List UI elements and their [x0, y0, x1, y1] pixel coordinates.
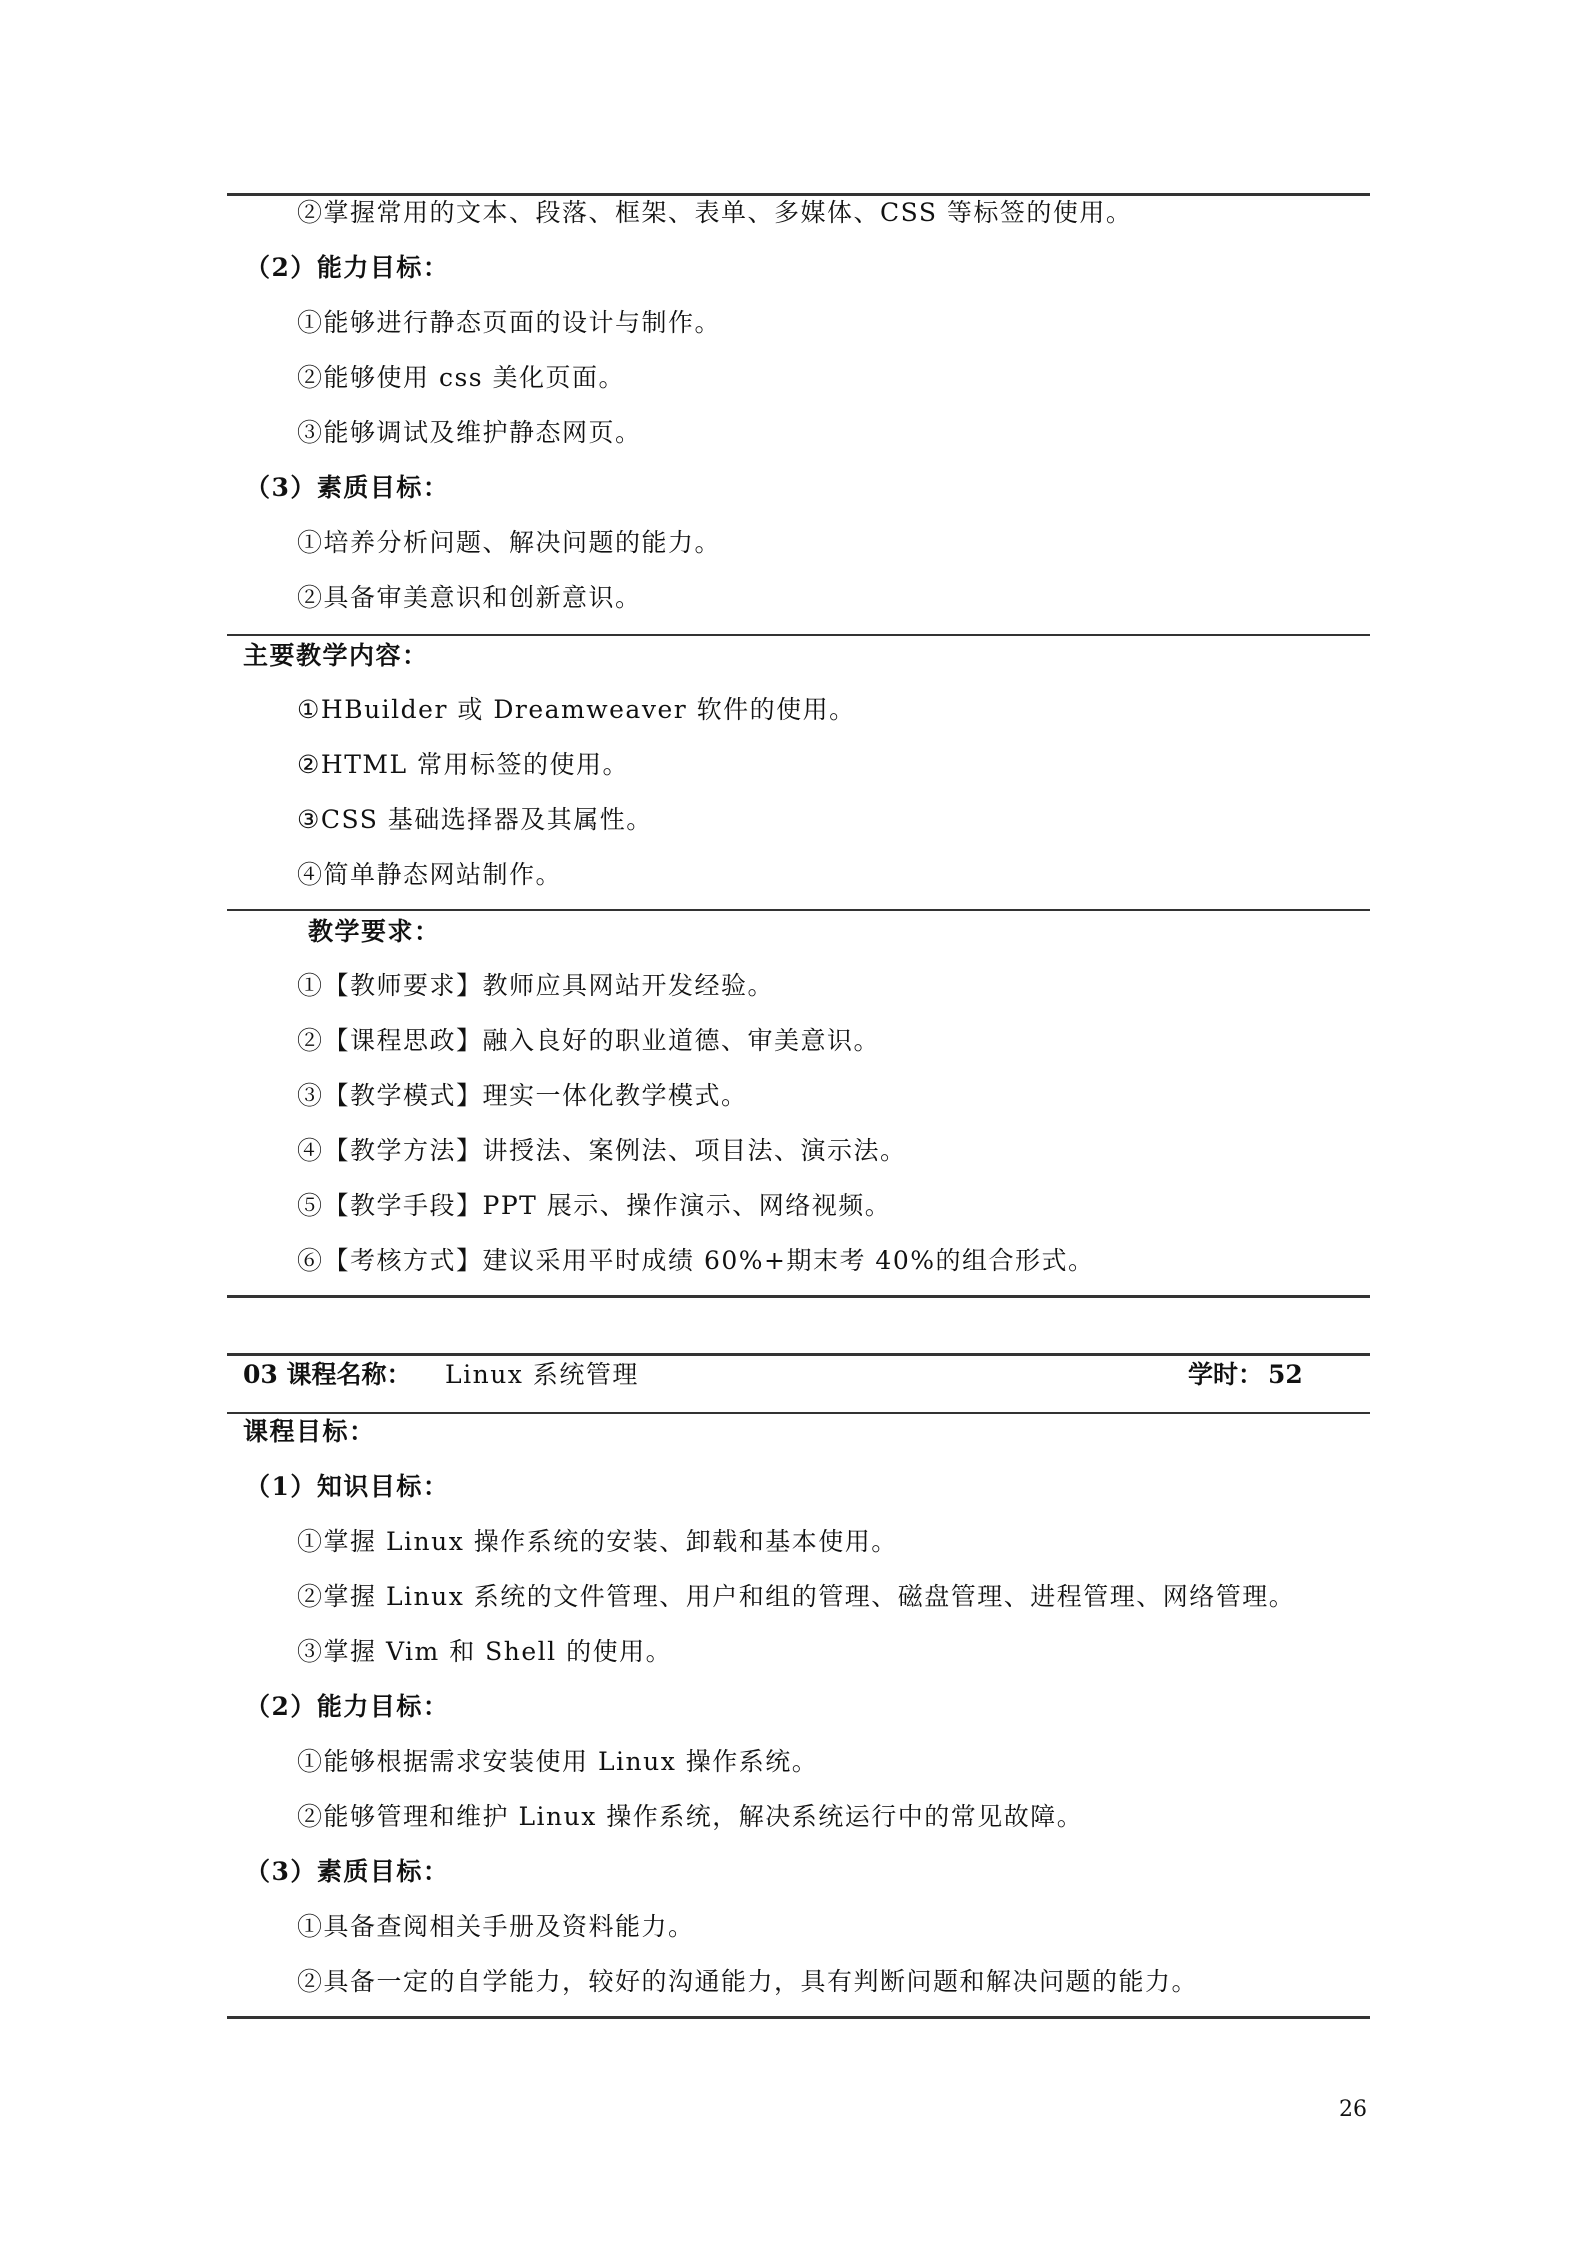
ability-item-2: ②能够使用 css 美化页面。	[297, 363, 626, 392]
teaching-content-heading: 主要教学内容：	[243, 641, 429, 670]
knowledge-item-2: ②掌握 Linux 系统的文件管理、用户和组的管理、磁盘管理、进程管理、网络管理。	[297, 1582, 1296, 1611]
requirement-item-4: ④【教学方法】讲授法、案例法、项目法、演示法。	[297, 1136, 907, 1165]
ability-item-3: ③能够调试及维护静态网页。	[297, 418, 642, 447]
ability-item-1: ①能够进行静态页面的设计与制作。	[297, 308, 722, 337]
requirement-item-2: ②【课程思政】融入良好的职业道德、审美意识。	[297, 1026, 881, 1055]
ability-item-2: ②能够管理和维护 Linux 操作系统，解决系统运行中的常见故障。	[297, 1802, 1084, 1831]
course-hours-value: 52	[1268, 1360, 1303, 1389]
knowledge-item-2: ②掌握常用的文本、段落、框架、表单、多媒体、CSS 等标签的使用。	[297, 198, 1133, 227]
knowledge-goals-heading: （1）知识目标：	[245, 1472, 450, 1501]
quality-item-1: ①具备查阅相关手册及资料能力。	[297, 1912, 695, 1941]
ability-goals-heading: （2）能力目标：	[245, 1692, 450, 1721]
teaching-requirements-heading: 教学要求：	[308, 917, 441, 946]
table-rule	[227, 909, 1370, 911]
quality-item-2: ②具备一定的自学能力，较好的沟通能力，具有判断问题和解决问题的能力。	[297, 1967, 1199, 1996]
ability-goals-heading: （2）能力目标：	[245, 253, 450, 282]
page-number: 26	[1339, 2097, 1367, 2122]
course-hours-label: 学时：	[1188, 1360, 1264, 1389]
requirement-item-1: ①【教师要求】教师应具网站开发经验。	[297, 971, 775, 1000]
requirement-item-5: ⑤【教学手段】PPT 展示、操作演示、网络视频。	[297, 1191, 892, 1220]
course-goals-heading: 课程目标：	[243, 1417, 376, 1446]
quality-item-2: ②具备审美意识和创新意识。	[297, 583, 642, 612]
content-item-1: ①HBuilder 或 Dreamweaver 软件的使用。	[297, 695, 856, 724]
table-rule	[227, 1412, 1370, 1414]
content-item-2: ②HTML 常用标签的使用。	[297, 750, 630, 779]
requirement-item-6: ⑥【考核方式】建议采用平时成绩 60%+期末考 40%的组合形式。	[297, 1246, 1095, 1275]
quality-item-1: ①培养分析问题、解决问题的能力。	[297, 528, 722, 557]
content-item-4: ④简单静态网站制作。	[297, 860, 563, 889]
content-item-3: ③CSS 基础选择器及其属性。	[297, 805, 653, 834]
course-name-label: 03 课程名称：	[243, 1360, 412, 1389]
table-rule-bottom	[227, 2016, 1370, 2019]
ability-item-1: ①能够根据需求安装使用 Linux 操作系统。	[297, 1747, 819, 1776]
quality-goals-heading: （3）素质目标：	[245, 473, 450, 502]
knowledge-item-3: ③掌握 Vim 和 Shell 的使用。	[297, 1637, 673, 1666]
requirement-item-3: ③【教学模式】理实一体化教学模式。	[297, 1081, 748, 1110]
course-name-value: Linux 系统管理	[445, 1360, 639, 1389]
table-rule-bottom	[227, 1295, 1370, 1298]
knowledge-item-1: ①掌握 Linux 操作系统的安装、卸载和基本使用。	[297, 1527, 898, 1556]
quality-goals-heading: （3）素质目标：	[245, 1857, 450, 1886]
